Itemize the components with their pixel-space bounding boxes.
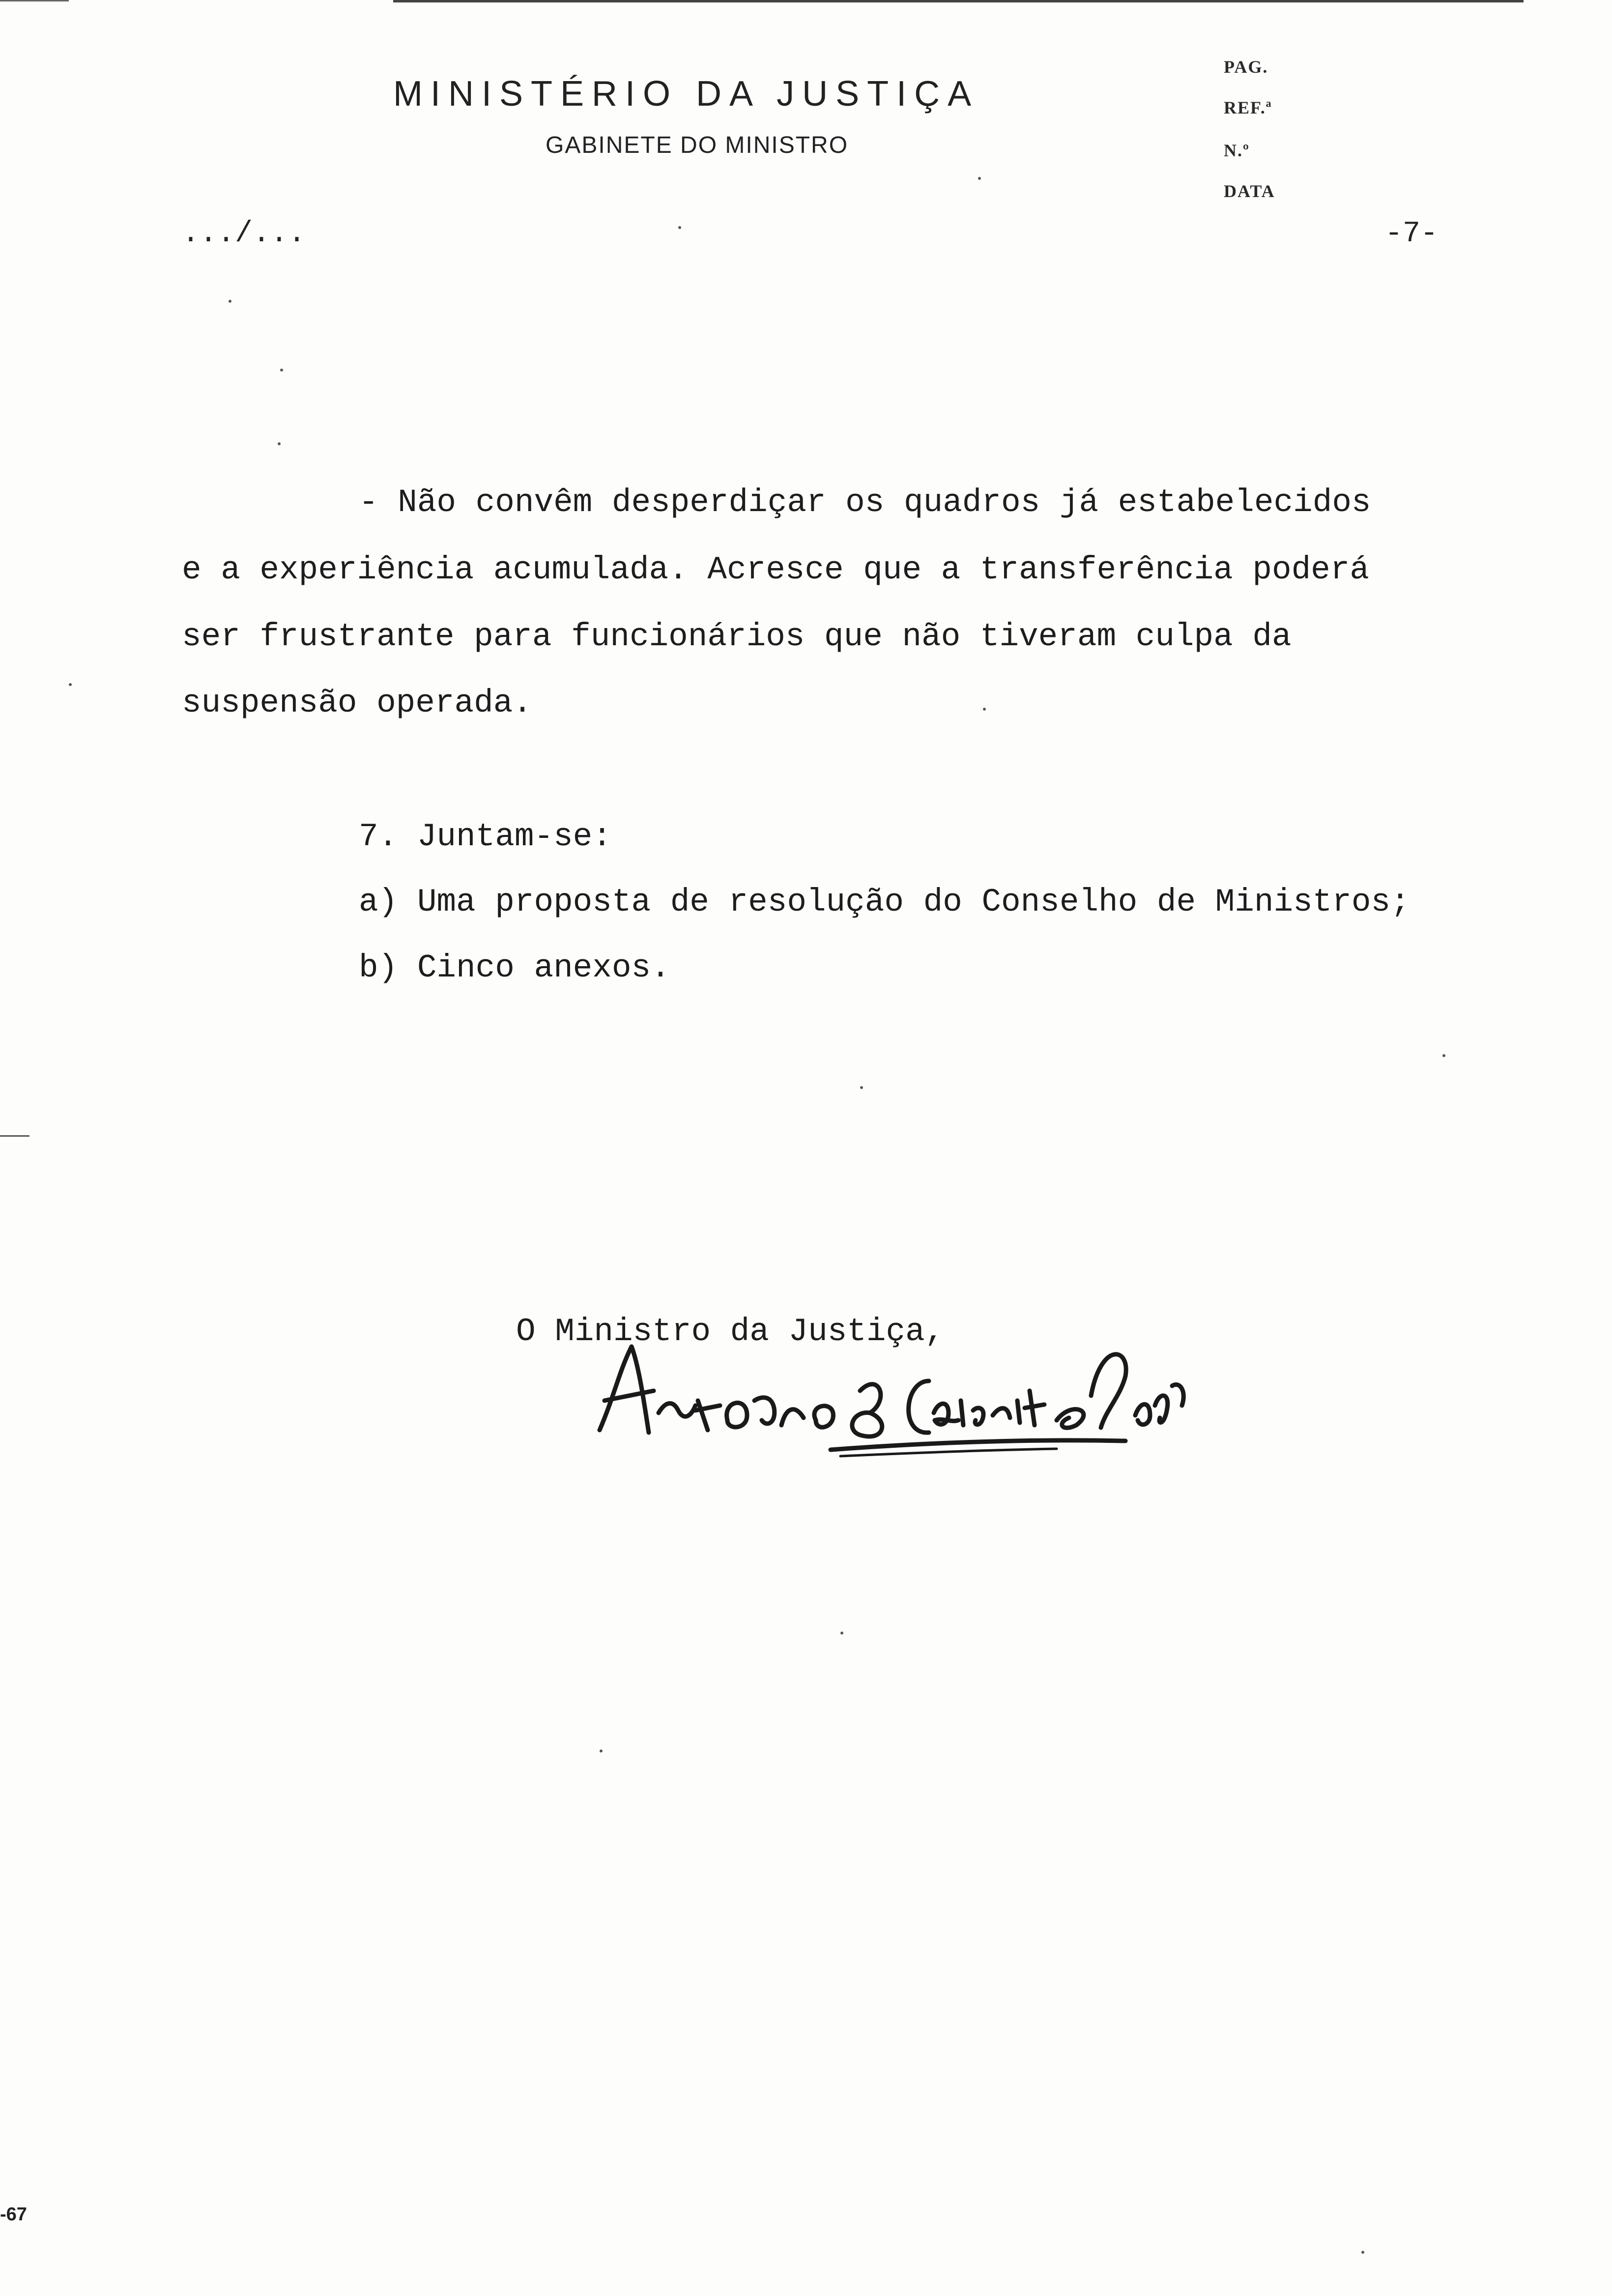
ministry-title: MINISTÉRIO DA JUSTIÇA — [393, 74, 979, 114]
scan-speck — [1361, 2251, 1364, 2254]
office-subtitle: GABINETE DO MINISTRO — [546, 132, 849, 158]
paragraph-line: ser frustrante para funcionários que não tiveram culpa da — [182, 618, 1292, 655]
left-margin-rule — [0, 1135, 29, 1137]
ref-field-number: N.º — [1224, 141, 1250, 160]
scan-speck — [229, 300, 231, 303]
attachment-item: b) Cinco anexos. — [359, 949, 670, 986]
page-number: -7- — [1385, 217, 1439, 251]
scan-speck — [600, 1750, 603, 1752]
scan-speck — [860, 1086, 863, 1089]
top-left-rule — [0, 0, 69, 1]
ref-field-page: PAG. — [1224, 57, 1268, 77]
attachment-item: a) Uma proposta de resolução do Conselho de Ministros; — [359, 884, 1410, 920]
continuation-mark: .../... — [182, 217, 306, 251]
footer-code: -67 — [0, 2204, 27, 2225]
scan-speck — [1442, 1054, 1445, 1057]
ref-field-reference: REF.ª — [1224, 98, 1272, 117]
attachments-heading: 7. Juntam-se: — [359, 818, 612, 855]
scan-speck — [678, 226, 681, 229]
paragraph-line: suspensão operada. — [182, 685, 532, 721]
scan-speck — [978, 177, 981, 180]
scan-speck — [278, 442, 281, 445]
scan-speck — [983, 708, 986, 711]
scan-speck — [69, 683, 72, 686]
paragraph-line: e a experiência acumulada. Acresce que a transferência poderá — [182, 551, 1369, 588]
handwritten-signature — [585, 1327, 1194, 1460]
scan-speck — [280, 369, 283, 372]
paragraph-line: - Não convêm desperdiçar os quadros já estabelecidos — [359, 484, 1371, 521]
scan-speck — [840, 1632, 843, 1635]
signatory-line: O Ministro da Justiça, — [516, 1313, 945, 1350]
ref-field-date: DATA — [1224, 181, 1275, 201]
top-rule — [393, 0, 1524, 2]
